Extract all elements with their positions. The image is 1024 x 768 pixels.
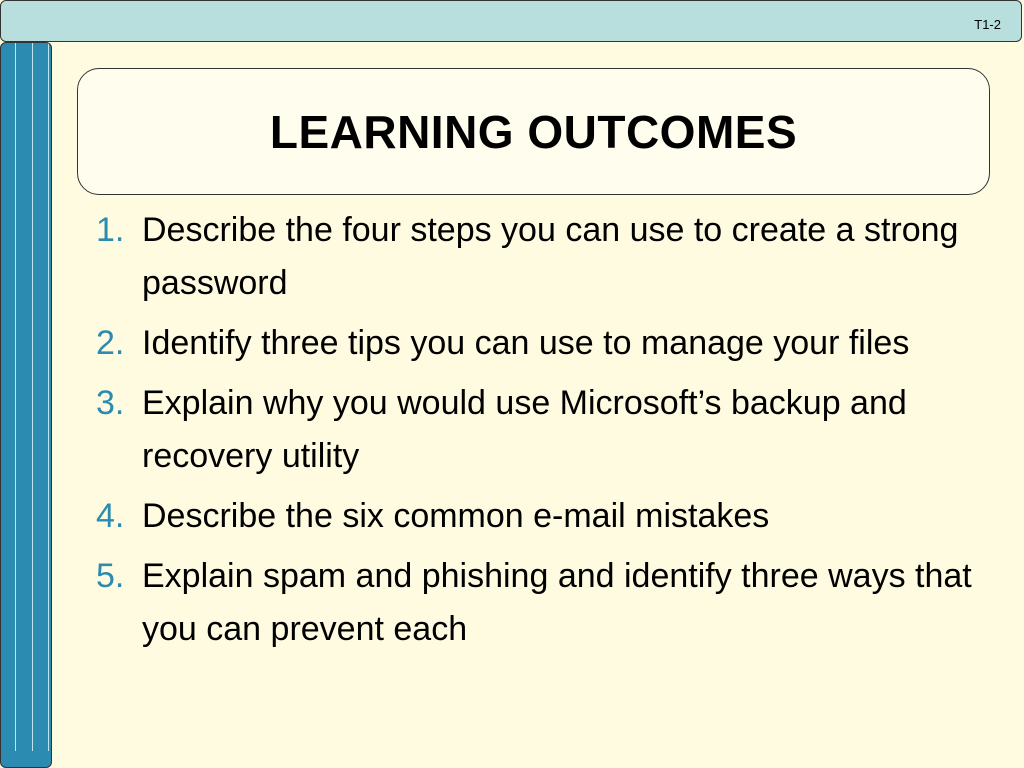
outcome-number: 1.: [96, 211, 125, 249]
outcome-text: Explain spam and phishing and identify three ways that you can prevent each: [142, 557, 972, 648]
side-bar: [0, 42, 52, 768]
slide-number: T1-2: [974, 17, 1001, 32]
outcome-item-4: [94, 490, 994, 543]
side-bar-stripe: [15, 43, 16, 751]
outcome-item-5: [94, 550, 994, 656]
outcome-text: Describe the six common e-mail mistakes: [142, 497, 770, 535]
outcome-number: 4.: [96, 497, 125, 535]
outcome-number: 5.: [96, 557, 125, 595]
outcome-text: Explain why you would use Microsoft’s backup and recovery utility: [142, 384, 907, 475]
top-bar: [0, 0, 1022, 42]
side-bar-stripe: [48, 43, 49, 751]
outcome-text: Identify three tips you can use to manage your files: [142, 324, 910, 362]
outcomes-list: [94, 204, 994, 663]
slide-title: LEARNING OUTCOMES: [269, 105, 798, 158]
outcome-item-3: [94, 377, 994, 483]
outcome-number: 2.: [96, 324, 125, 362]
side-bar-stripe: [32, 43, 33, 751]
outcome-item-2: [94, 317, 994, 370]
outcome-item-1: [94, 204, 994, 310]
outcome-text: Describe the four steps you can use to create a strong password: [142, 211, 959, 302]
title-box: [77, 68, 990, 195]
outcome-number: 3.: [96, 384, 125, 422]
